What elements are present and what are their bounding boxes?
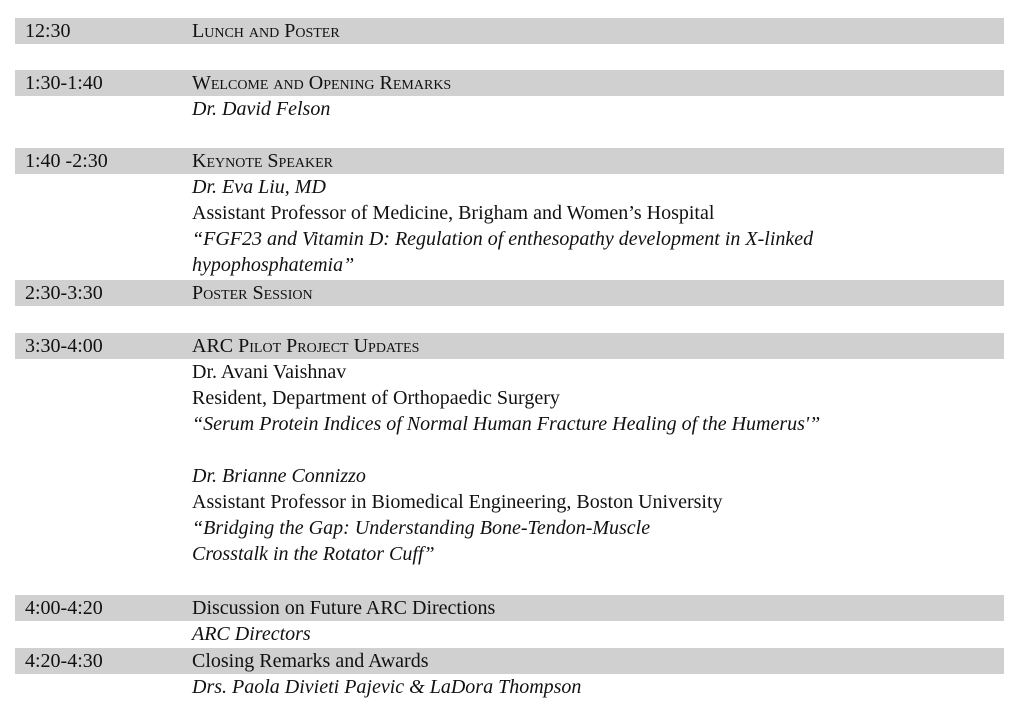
- speaker-affiliation: Assistant Professor in Biomedical Engineering, Boston University: [192, 491, 723, 513]
- session-title: Poster Session: [192, 282, 313, 304]
- session-title: Lunch and Poster: [192, 20, 340, 42]
- talk-title: “Serum Protein Indices of Normal Human Fracture Healing of the Humerus'”: [192, 413, 821, 435]
- talk-title: “FGF23 and Vitamin D: Regulation of enthesopathy development in X-linked: [192, 228, 814, 250]
- session-time: 4:20-4:30: [25, 650, 103, 672]
- session-header-row: [15, 148, 1004, 174]
- session-time: 3:30-4:00: [25, 335, 103, 357]
- session-header-row: [15, 333, 1004, 359]
- session-time: 2:30-3:30: [25, 282, 103, 304]
- session-header-row: [15, 70, 1004, 96]
- speaker-name: Dr. Eva Liu, MD: [192, 176, 326, 198]
- speaker-name: Dr. David Felson: [192, 98, 331, 120]
- session-header-row: [15, 18, 1004, 44]
- talk-title: “Bridging the Gap: Understanding Bone-Tendon-Muscle: [192, 517, 651, 539]
- session-title: Closing Remarks and Awards: [192, 650, 429, 672]
- session-title: Welcome and Opening Remarks: [192, 72, 452, 94]
- session-time: 1:30-1:40: [25, 72, 103, 94]
- session-title: Keynote Speaker: [192, 150, 334, 172]
- session-header-row: [15, 648, 1004, 674]
- session-title: ARC Pilot Project Updates: [192, 335, 420, 357]
- speaker-name: Drs. Paola Divieti Pajevic & LaDora Thompson: [192, 676, 582, 698]
- speaker-name: Dr. Brianne Connizzo: [192, 465, 366, 487]
- session-time: 1:40 -2:30: [25, 150, 108, 172]
- session-time: 12:30: [25, 20, 71, 42]
- talk-title-continued: Crosstalk in the Rotator Cuff”: [192, 543, 435, 565]
- session-header-row: [15, 595, 1004, 621]
- session-header-row: [15, 280, 1004, 306]
- speaker-name: Dr. Avani Vaishnav: [192, 361, 347, 383]
- session-time: 4:00-4:20: [25, 597, 103, 619]
- speaker-affiliation: Assistant Professor of Medicine, Brigham and Women’s Hospital: [192, 202, 715, 224]
- talk-title-continued: hypophosphatemia”: [192, 254, 355, 276]
- session-title: Discussion on Future ARC Directions: [192, 597, 496, 619]
- speaker-name: ARC Directors: [192, 623, 311, 645]
- speaker-affiliation: Resident, Department of Orthopaedic Surgery: [192, 387, 560, 409]
